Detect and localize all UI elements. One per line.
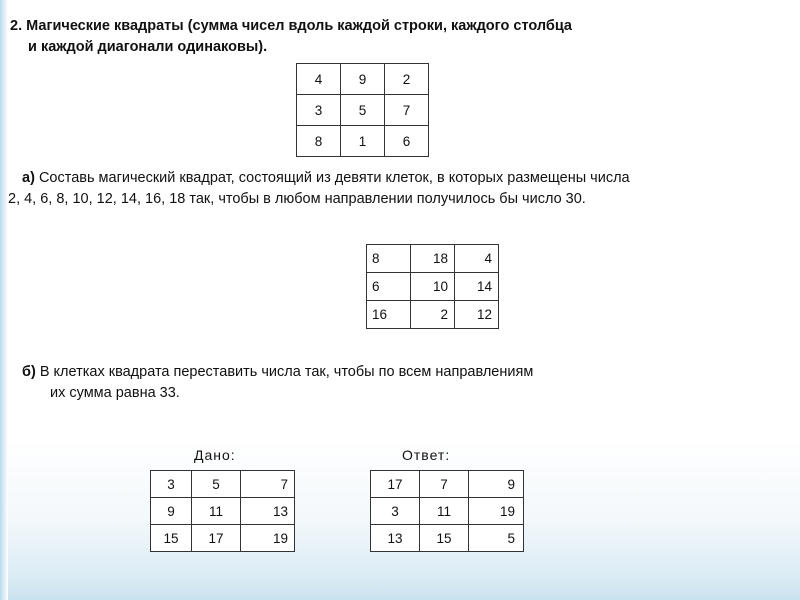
example-square-body (297, 64, 429, 157)
task-b-line-1 (22, 362, 782, 383)
grid-cell: 19 (241, 525, 295, 552)
task-a-text-1: Составь магический квадрат, состоящий из девяти клеток, в которых размещены числа (38, 170, 630, 186)
task-a (8, 168, 798, 210)
grid-cell: 5 (192, 471, 241, 498)
given-caption: Дано: (194, 447, 236, 463)
grid-cell: 6 (385, 126, 429, 157)
grid-row (371, 525, 524, 552)
answer-a-square-body (367, 245, 499, 329)
grid-cell: 7 (420, 471, 469, 498)
grid-cell: 3 (151, 471, 192, 498)
grid-cell: 12 (455, 301, 499, 329)
grid-cell: 17 (192, 525, 241, 552)
heading-line-1: 2. Магические квадраты (сумма чисел вдоль каждой строки, каждого столбца (10, 18, 572, 34)
grid-row (367, 245, 499, 273)
grid-cell: 2 (411, 301, 455, 329)
grid-row (371, 498, 524, 525)
task-a-line-1 (8, 168, 798, 189)
task-a-line-2: 2, 4, 6, 8, 10, 12, 14, 16, 18 так, чтобы в любом направлении получилось бы число 30. (8, 191, 586, 207)
grid-cell: 9 (341, 64, 385, 95)
grid-cell: 15 (151, 525, 192, 552)
grid-cell: 11 (192, 498, 241, 525)
grid-row (151, 525, 295, 552)
example-magic-square (296, 63, 429, 157)
grid-row (297, 126, 429, 157)
grid-cell: 13 (241, 498, 295, 525)
grid-cell: 3 (297, 95, 341, 126)
grid-cell: 5 (469, 525, 524, 552)
grid-cell: 9 (151, 498, 192, 525)
grid-cell: 19 (469, 498, 524, 525)
grid-cell: 9 (469, 471, 524, 498)
grid-row (151, 498, 295, 525)
grid-row (367, 301, 499, 329)
grid-cell: 4 (297, 64, 341, 95)
answer-a-magic-square (366, 244, 499, 329)
grid-cell: 6 (367, 273, 411, 301)
grid-cell: 3 (371, 498, 420, 525)
grid-row (297, 64, 429, 95)
answer-caption: Ответ: (402, 447, 451, 463)
grid-cell: 18 (411, 245, 455, 273)
task-b-label: б) (22, 364, 36, 380)
grid-row (297, 95, 429, 126)
grid-row (371, 471, 524, 498)
grid-cell: 7 (241, 471, 295, 498)
grid-cell: 13 (371, 525, 420, 552)
grid-cell: 11 (420, 498, 469, 525)
grid-cell: 10 (411, 273, 455, 301)
grid-cell: 14 (455, 273, 499, 301)
grid-row (367, 273, 499, 301)
answer-square (370, 470, 524, 552)
task-b (22, 362, 782, 404)
grid-cell: 5 (341, 95, 385, 126)
grid-cell: 15 (420, 525, 469, 552)
given-square-body (151, 471, 295, 552)
grid-cell: 16 (367, 301, 411, 329)
grid-cell: 4 (455, 245, 499, 273)
given-square (150, 470, 295, 552)
grid-cell: 7 (385, 95, 429, 126)
grid-cell: 17 (371, 471, 420, 498)
left-accent-bar (0, 0, 8, 600)
grid-row (151, 471, 295, 498)
grid-cell: 8 (297, 126, 341, 157)
grid-cell: 2 (385, 64, 429, 95)
task-b-line-2: их сумма равна 33. (50, 385, 180, 401)
heading (10, 16, 790, 58)
grid-cell: 8 (367, 245, 411, 273)
answer-square-body (371, 471, 524, 552)
heading-line-2: и каждой диагонали одинаковы). (28, 39, 268, 55)
task-a-label: а) (22, 170, 35, 186)
task-b-text-1: В клетках квадрата переставить числа так, чтобы по всем направлениям (39, 364, 534, 380)
grid-cell: 1 (341, 126, 385, 157)
